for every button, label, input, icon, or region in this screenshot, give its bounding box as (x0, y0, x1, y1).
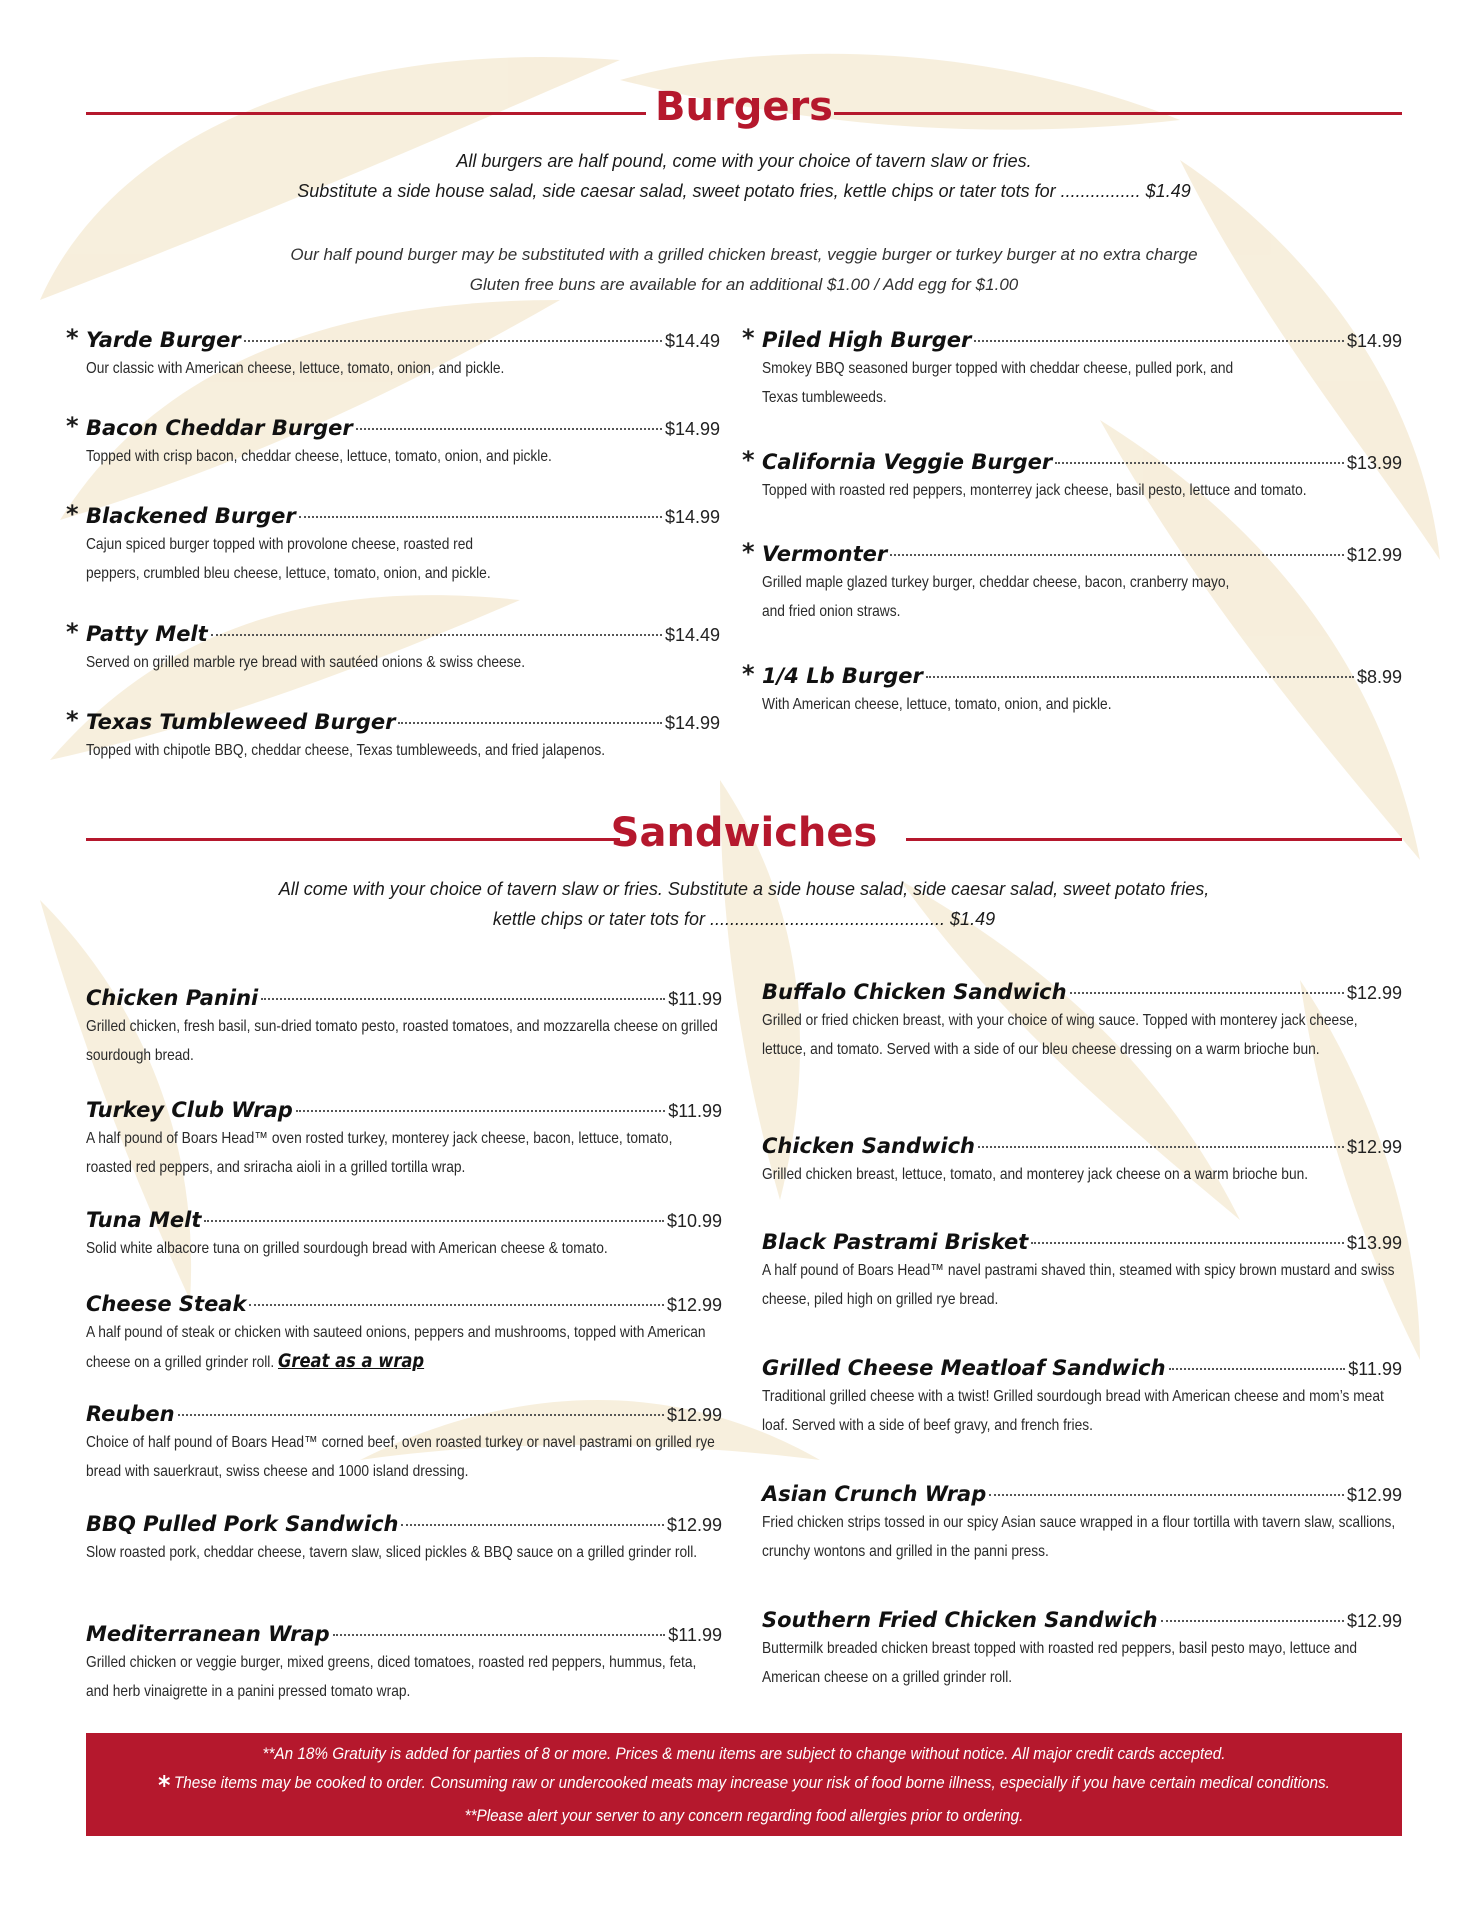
leader-dots (974, 340, 1344, 342)
item-price: $11.99 (1348, 1359, 1402, 1379)
leader-dots (299, 516, 662, 518)
item-price: $11.99 (668, 1101, 722, 1121)
item-price: $14.99 (664, 419, 720, 439)
leader-dots (204, 1220, 664, 1222)
leader-dots (1055, 462, 1344, 464)
burgers-note-line-2: Gluten free buns are available for an additional $1.00 / Add egg for $1.00 (469, 275, 1019, 294)
leader-dots (1031, 1242, 1344, 1244)
item-name: Blackened Burger (86, 504, 296, 528)
star-icon: * (742, 324, 755, 352)
sandwiches-intro-line-2: kettle chips or tater tots for ............................................... $1.49 (492, 909, 996, 929)
star-icon: * (66, 500, 79, 528)
item-name: Patty Melt (86, 622, 208, 646)
great-as-wrap-note: Great as a wrap (277, 1350, 425, 1372)
item-name: Texas Tumbleweed Burger (86, 710, 396, 734)
burgers-intro-line-2: Substitute a side house salad, side caesar salad, sweet potato fries, kettle chips or tater tots for ................ $1.49 (297, 181, 1191, 201)
item-name: Buffalo Chicken Sandwich (762, 980, 1067, 1004)
menu-item (742, 660, 1402, 719)
menu-item (66, 618, 720, 677)
item-description: Choice of half pound of Boars Head™ corned beef, oven roasted turkey or navel pastrami on grilled rye bread with sauerkraut, swiss cheese and 1000 island dressing. (86, 1434, 715, 1480)
item-price: $12.99 (1346, 1485, 1402, 1505)
item-description: Slow roasted pork, cheddar cheese, tavern slaw, sliced pickles & BBQ sauce on a grilled grinder roll. (86, 1544, 698, 1561)
item-price: $12.99 (1346, 1137, 1402, 1157)
item-price: $14.99 (664, 507, 720, 527)
menu-item (762, 1356, 1402, 1440)
leader-dots (333, 1634, 666, 1636)
item-description: Buttermilk breaded chicken breast topped with roasted red peppers, basil pesto mayo, lettuce and American cheese on a grilled grinder roll. (762, 1640, 1358, 1686)
burgers-header (86, 82, 1402, 142)
star-icon: * (66, 706, 79, 734)
item-name: Turkey Club Wrap (86, 1098, 293, 1122)
leader-dots (398, 722, 661, 724)
footer-line-3: **Please alert your server to any concern regarding food allergies prior to ordering. (464, 1806, 1024, 1825)
item-description: Solid white albacore tuna on grilled sourdough bread with American cheese & tomato. (86, 1240, 608, 1257)
star-icon: * (742, 446, 755, 474)
leader-dots (890, 554, 1344, 556)
item-description: Smokey BBQ seasoned burger topped with cheddar cheese, pulled pork, and Texas tumbleweeds. (762, 360, 1234, 406)
item-description: A half pound of Boars Head™ navel pastrami shaved thin, steamed with spicy brown mustard and swiss cheese, piled high on grilled rye bread. (762, 1262, 1395, 1308)
leader-dots (1161, 1620, 1344, 1622)
item-description: Grilled maple glazed turkey burger, cheddar cheese, bacon, cranberry mayo, and fried onion straws. (762, 574, 1230, 620)
item-name: California Veggie Burger (762, 450, 1053, 474)
menu-item (762, 1230, 1402, 1314)
item-price: $13.99 (1346, 1233, 1402, 1253)
item-description: Served on grilled marble rye bread with sautéed onions & swiss cheese. (86, 654, 526, 671)
star-icon: * (66, 324, 79, 352)
menu-item (742, 538, 1402, 626)
item-description: With American cheese, lettuce, tomato, onion, and pickle. (762, 696, 1112, 713)
item-description: Grilled or fried chicken breast, with your choice of wing sauce. Topped with monterey jack cheese, lettuce, and tomato. Served with a side of our bleu cheese dressing on a warm brioche bun. (762, 1012, 1358, 1058)
item-name: Yarde Burger (86, 328, 241, 352)
item-name: Chicken Panini (86, 986, 259, 1010)
item-name: Grilled Cheese Meatloaf Sandwich (762, 1356, 1166, 1380)
menu-item (86, 1208, 722, 1263)
menu-item (762, 980, 1402, 1064)
menu-item (66, 324, 720, 383)
menu-item (66, 500, 720, 588)
menu-item (66, 412, 720, 471)
item-price: $12.99 (666, 1295, 722, 1315)
burgers-title: Burgers (655, 84, 833, 130)
burgers-intro (86, 146, 1402, 206)
item-name: Tuna Melt (86, 1208, 202, 1232)
item-name: BBQ Pulled Pork Sandwich (86, 1512, 399, 1536)
menu-item (86, 986, 722, 1070)
footer-notice (86, 1733, 1402, 1836)
footer-line-1: **An 18% Gratuity is added for parties of 8 or more. Prices & menu items are subject to change without notice. All major credit cards accepted. (262, 1744, 1226, 1763)
item-price: $10.99 (666, 1211, 722, 1231)
item-name: Bacon Cheddar Burger (86, 416, 353, 440)
item-price: $12.99 (1346, 983, 1402, 1003)
star-icon: * (742, 538, 755, 566)
item-price: $11.99 (668, 1625, 722, 1645)
item-price: $12.99 (1346, 545, 1402, 565)
star-icon: * (66, 618, 79, 646)
item-description: Grilled chicken breast, lettuce, tomato, and monterey jack cheese on a warm brioche bun. (762, 1166, 1309, 1183)
item-description: Fried chicken strips tossed in our spicy Asian sauce wrapped in a flour tortilla with tavern slaw, scallions, crunchy wontons and grilled in the panni press. (762, 1514, 1396, 1560)
leader-dots (989, 1494, 1344, 1496)
item-description (86, 1318, 720, 1377)
sandwiches-header (86, 808, 1402, 868)
item-description-text: A half pound of steak or chicken with sauteed onions, peppers and mushrooms, topped with American cheese on a grilled grinder roll. (86, 1324, 706, 1371)
leader-dots (261, 998, 665, 1000)
item-description: Topped with chipotle BBQ, cheddar cheese, Texas tumbleweeds, and fried jalapenos. (86, 742, 606, 759)
item-price: $11.99 (668, 989, 722, 1009)
menu-item (86, 1098, 722, 1182)
leader-dots (244, 340, 662, 342)
item-description: Grilled chicken or veggie burger, mixed greens, diced tomatoes, roasted red peppers, hummus, feta, and herb vinaigrette in a panini pressed tomato wrap. (86, 1654, 697, 1700)
burgers-note-line-1: Our half pound burger may be substituted with a grilled chicken breast, veggie burger or turkey burger at no extra charge (290, 245, 1198, 264)
item-name: Vermonter (762, 542, 888, 566)
item-price: $14.99 (1346, 331, 1402, 351)
item-name: Cheese Steak (86, 1292, 247, 1316)
item-price: $13.99 (1346, 453, 1402, 473)
leader-dots (211, 634, 662, 636)
item-price: $12.99 (666, 1405, 722, 1425)
star-icon: * (66, 412, 79, 440)
item-description: Topped with roasted red peppers, monterrey jack cheese, basil pesto, lettuce and tomato. (762, 482, 1307, 499)
menu-item (762, 1482, 1402, 1566)
star-icon: * (158, 1771, 171, 1801)
item-name: Southern Fried Chicken Sandwich (762, 1608, 1158, 1632)
star-icon: * (742, 660, 755, 688)
menu-item (86, 1512, 722, 1567)
item-name: Black Pastrami Brisket (762, 1230, 1029, 1254)
item-name: Mediterranean Wrap (86, 1622, 330, 1646)
item-price: $12.99 (666, 1515, 722, 1535)
item-description: Traditional grilled cheese with a twist! Grilled sourdough bread with American cheese and mom’s meat loaf. Served with a side of beef gravy, and french fries. (762, 1388, 1384, 1434)
item-description: Topped with crisp bacon, cheddar cheese, lettuce, tomato, onion, and pickle. (86, 448, 552, 465)
item-name: 1/4 Lb Burger (762, 664, 923, 688)
item-name: Piled High Burger (762, 328, 972, 352)
item-name: Reuben (86, 1402, 175, 1426)
item-description: Grilled chicken, fresh basil, sun-dried tomato pesto, roasted tomatoes, and mozzarella cheese on grilled sourdough bread. (86, 1018, 718, 1064)
burgers-intro-line-1: All burgers are half pound, come with your choice of tavern slaw or fries. (456, 151, 1032, 171)
item-name: Chicken Sandwich (762, 1134, 976, 1158)
menu-item (66, 706, 720, 765)
menu-item (86, 1622, 722, 1706)
item-price: $14.99 (664, 713, 720, 733)
item-price: $12.99 (1346, 1611, 1402, 1631)
sandwiches-intro (86, 874, 1402, 934)
leader-dots (249, 1304, 663, 1306)
item-description: Our classic with American cheese, lettuce, tomato, onion, and pickle. (86, 360, 505, 377)
leader-dots (1169, 1368, 1346, 1370)
sandwiches-intro-line-1: All come with your choice of tavern slaw or fries. Substitute a side house salad, side caesar salad, sweet potato fries, (278, 879, 1210, 899)
sandwiches-title: Sandwiches (610, 810, 878, 856)
item-name: Asian Crunch Wrap (762, 1482, 987, 1506)
item-price: $14.49 (664, 331, 720, 351)
menu-item (86, 1402, 722, 1486)
item-price: $14.49 (664, 625, 720, 645)
footer-line-2 (152, 1768, 1336, 1801)
leader-dots (356, 428, 662, 430)
leader-dots (1070, 992, 1344, 994)
leader-dots (401, 1524, 663, 1526)
item-price: $8.99 (1356, 667, 1402, 687)
leader-dots (296, 1110, 666, 1112)
menu-item (742, 324, 1402, 412)
footer-line-2-text: These items may be cooked to order. Consuming raw or undercooked meats may increase your risk of food borne illness, especially if you have certain medical conditions. (173, 1773, 1330, 1792)
menu-item (742, 446, 1402, 505)
leader-dots (178, 1414, 664, 1416)
burgers-note (86, 240, 1402, 300)
item-description: Cajun spiced burger topped with provolone cheese, roasted red peppers, crumbled bleu cheese, lettuce, tomato, onion, and pickle. (86, 536, 491, 582)
item-description: A half pound of Boars Head™ oven rosted turkey, monterey jack cheese, bacon, lettuce, tomato, roasted red peppers, and sriracha aioli in a grilled tortilla wrap. (86, 1130, 673, 1176)
menu-item (86, 1292, 722, 1377)
leader-dots (926, 676, 1354, 678)
menu-item (762, 1134, 1402, 1189)
leader-dots (978, 1146, 1344, 1148)
menu-item (762, 1608, 1402, 1692)
